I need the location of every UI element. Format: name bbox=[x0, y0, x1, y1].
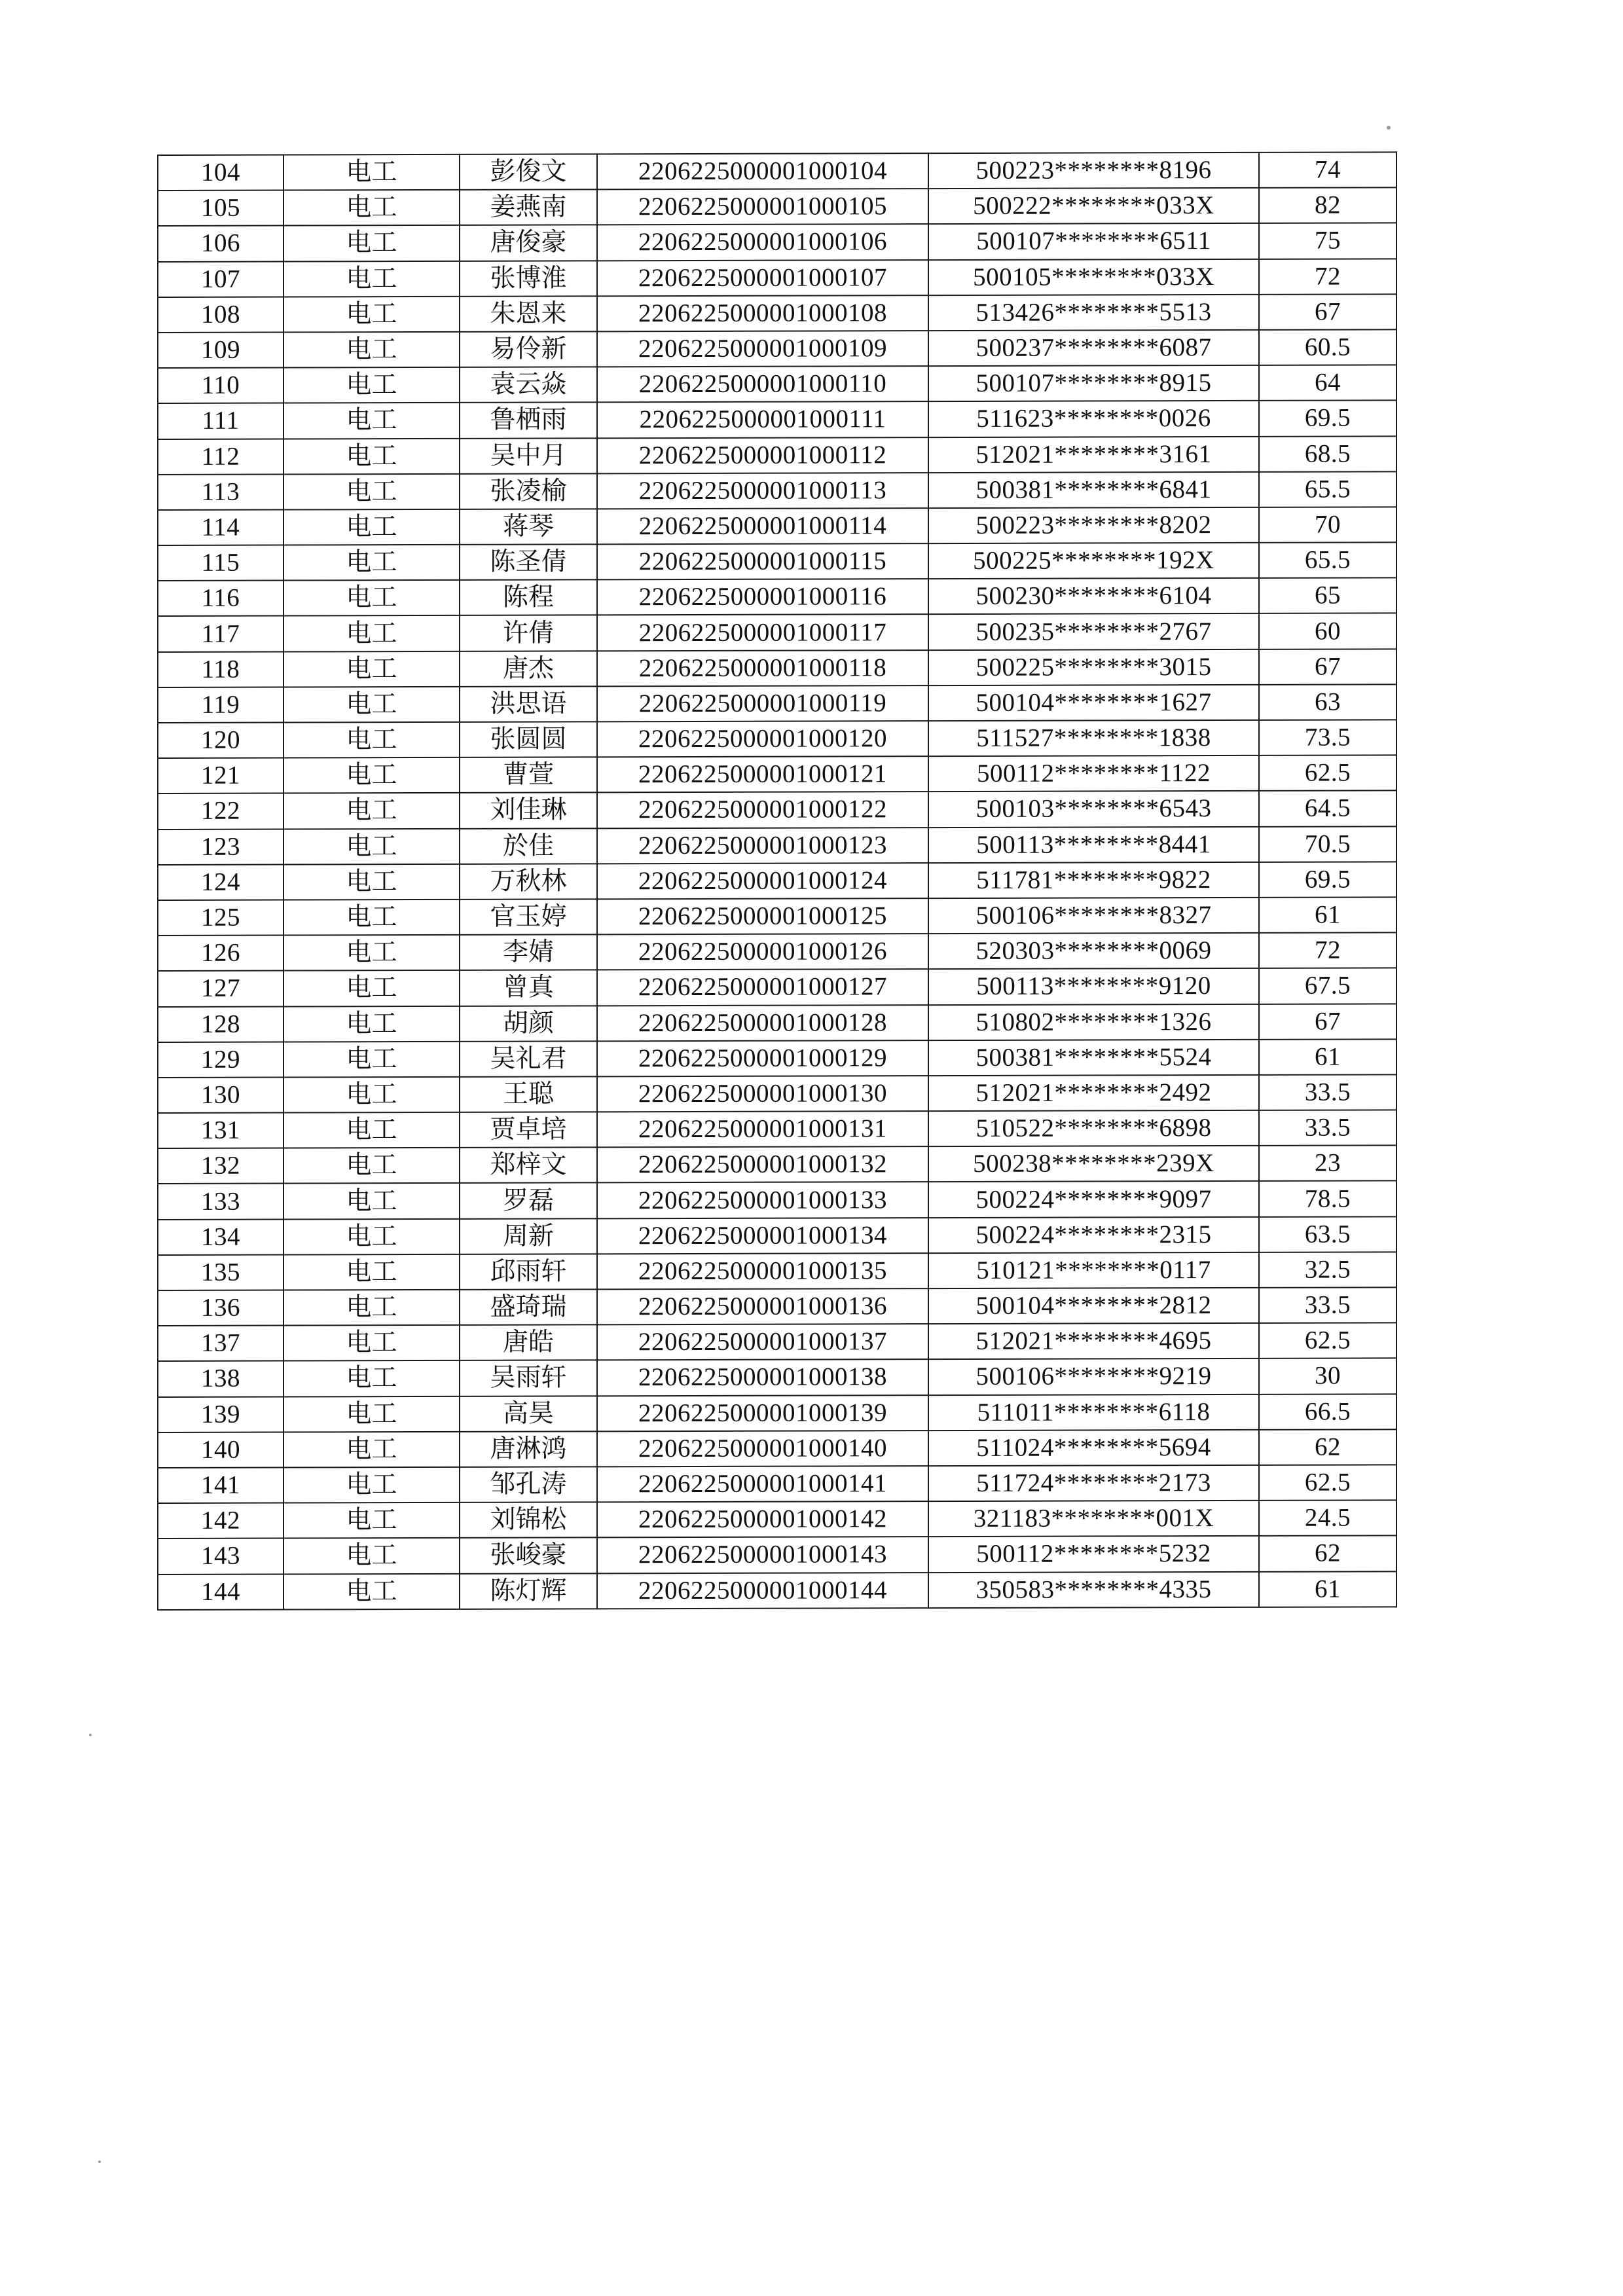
score-cell: 69.5 bbox=[1259, 401, 1396, 437]
serial-number-cell: 112 bbox=[158, 439, 283, 475]
id-number-cell: 500381********5524 bbox=[928, 1040, 1259, 1076]
table-row bbox=[158, 1394, 1396, 1432]
table-row bbox=[158, 1074, 1396, 1113]
score-cell: 62.5 bbox=[1259, 1465, 1396, 1501]
score-cell: 65.5 bbox=[1259, 542, 1396, 578]
score-cell: 75 bbox=[1259, 223, 1396, 259]
table-row bbox=[158, 932, 1396, 971]
id-number-cell: 500113********9120 bbox=[928, 968, 1259, 1004]
score-cell: 70 bbox=[1259, 507, 1396, 543]
serial-number-cell: 127 bbox=[158, 971, 283, 1007]
admission-ticket-cell: 2206225000001000112 bbox=[597, 437, 928, 473]
job-type-cell: 电工 bbox=[283, 1538, 460, 1574]
id-number-cell: 321183********001X bbox=[928, 1501, 1259, 1537]
candidate-name-cell: 盛琦瑞 bbox=[460, 1289, 597, 1325]
admission-ticket-cell: 2206225000001000138 bbox=[597, 1359, 928, 1395]
job-type-cell: 电工 bbox=[283, 1183, 460, 1219]
id-number-cell: 511011********6118 bbox=[928, 1394, 1259, 1430]
serial-number-cell: 142 bbox=[158, 1503, 283, 1539]
job-type-cell: 电工 bbox=[283, 225, 460, 261]
score-cell: 62 bbox=[1259, 1536, 1396, 1572]
job-type-cell: 电工 bbox=[283, 1325, 460, 1361]
id-number-cell: 500107********6511 bbox=[928, 223, 1259, 259]
serial-number-cell: 124 bbox=[158, 864, 283, 900]
id-number-cell: 511623********0026 bbox=[928, 401, 1259, 437]
id-number-cell: 500103********6543 bbox=[928, 791, 1259, 827]
score-cell: 33.5 bbox=[1259, 1287, 1396, 1323]
candidate-name-cell: 鲁栖雨 bbox=[460, 403, 597, 439]
candidate-name-cell: 曹萱 bbox=[460, 757, 597, 793]
admission-ticket-cell: 2206225000001000136 bbox=[597, 1288, 928, 1324]
id-number-cell: 500106********9219 bbox=[928, 1358, 1259, 1394]
serial-number-cell: 122 bbox=[158, 793, 283, 829]
candidate-name-cell: 王聪 bbox=[460, 1076, 597, 1112]
serial-number-cell: 137 bbox=[158, 1326, 283, 1362]
job-type-cell: 电工 bbox=[283, 970, 460, 1006]
job-type-cell: 电工 bbox=[283, 651, 460, 687]
id-number-cell: 512021********4695 bbox=[928, 1323, 1259, 1359]
id-number-cell: 350583********4335 bbox=[928, 1571, 1259, 1607]
job-type-cell: 电工 bbox=[283, 261, 460, 297]
score-cell: 32.5 bbox=[1259, 1252, 1396, 1288]
job-type-cell: 电工 bbox=[283, 580, 460, 616]
id-number-cell: 500235********2767 bbox=[928, 613, 1259, 649]
serial-number-cell: 108 bbox=[158, 297, 283, 333]
candidate-name-cell: 姜燕南 bbox=[460, 190, 597, 226]
score-cell: 64.5 bbox=[1259, 791, 1396, 827]
id-number-cell: 500112********5232 bbox=[928, 1536, 1259, 1572]
candidate-name-cell: 吴雨轩 bbox=[460, 1360, 597, 1396]
job-type-cell: 电工 bbox=[283, 900, 460, 936]
score-cell: 61 bbox=[1259, 897, 1396, 933]
serial-number-cell: 118 bbox=[158, 651, 283, 687]
serial-number-cell: 104 bbox=[158, 155, 283, 191]
table-row bbox=[158, 1500, 1396, 1539]
table-row bbox=[158, 259, 1396, 297]
job-type-cell: 电工 bbox=[283, 1290, 460, 1326]
candidate-name-cell: 彭俊文 bbox=[460, 154, 597, 190]
id-number-cell: 500225********3015 bbox=[928, 649, 1259, 685]
admission-ticket-cell: 2206225000001000127 bbox=[597, 969, 928, 1005]
serial-number-cell: 115 bbox=[158, 545, 283, 581]
score-cell: 69.5 bbox=[1259, 862, 1396, 898]
score-cell: 67.5 bbox=[1259, 968, 1396, 1004]
admission-ticket-cell: 2206225000001000116 bbox=[597, 579, 928, 615]
serial-number-cell: 130 bbox=[158, 1077, 283, 1113]
job-type-cell: 电工 bbox=[283, 864, 460, 900]
candidate-name-cell: 陈灯辉 bbox=[460, 1573, 597, 1609]
job-type-cell: 电工 bbox=[283, 1503, 460, 1539]
id-number-cell: 512021********3161 bbox=[928, 436, 1259, 472]
score-cell: 65 bbox=[1259, 578, 1396, 614]
job-type-cell: 电工 bbox=[283, 935, 460, 971]
serial-number-cell: 105 bbox=[158, 191, 283, 227]
serial-number-cell: 120 bbox=[158, 723, 283, 759]
score-cell: 62.5 bbox=[1259, 1323, 1396, 1359]
serial-number-cell: 114 bbox=[158, 509, 283, 545]
serial-number-cell: 123 bbox=[158, 829, 283, 865]
candidate-name-cell: 易伶新 bbox=[460, 331, 597, 367]
job-type-cell: 电工 bbox=[283, 1396, 460, 1432]
admission-ticket-cell: 2206225000001000126 bbox=[597, 934, 928, 970]
admission-ticket-cell: 2206225000001000128 bbox=[597, 1005, 928, 1041]
admission-ticket-cell: 2206225000001000104 bbox=[597, 153, 928, 189]
table-row bbox=[158, 1110, 1396, 1148]
job-type-cell: 电工 bbox=[283, 1148, 460, 1184]
table-row bbox=[158, 401, 1396, 439]
id-number-cell: 511724********2173 bbox=[928, 1465, 1259, 1501]
job-type-cell: 电工 bbox=[283, 332, 460, 368]
admission-ticket-cell: 2206225000001000110 bbox=[597, 366, 928, 402]
serial-number-cell: 129 bbox=[158, 1042, 283, 1078]
score-cell: 61 bbox=[1259, 1039, 1396, 1075]
score-cell: 67 bbox=[1259, 294, 1396, 330]
score-cell: 78.5 bbox=[1259, 1181, 1396, 1217]
job-type-cell: 电工 bbox=[283, 1112, 460, 1148]
admission-ticket-cell: 2206225000001000113 bbox=[597, 473, 928, 509]
admission-ticket-cell: 2206225000001000118 bbox=[597, 650, 928, 686]
serial-number-cell: 140 bbox=[158, 1432, 283, 1468]
admission-ticket-cell: 2206225000001000119 bbox=[597, 685, 928, 721]
table-row bbox=[158, 1039, 1396, 1078]
table-row bbox=[158, 1287, 1396, 1326]
admission-ticket-cell: 2206225000001000120 bbox=[597, 721, 928, 757]
admission-ticket-cell: 2206225000001000132 bbox=[597, 1146, 928, 1182]
job-type-cell: 电工 bbox=[283, 297, 460, 333]
score-cell: 73.5 bbox=[1259, 720, 1396, 756]
admission-ticket-cell: 2206225000001000134 bbox=[597, 1218, 928, 1254]
admission-ticket-cell: 2206225000001000122 bbox=[597, 792, 928, 828]
job-type-cell: 电工 bbox=[283, 438, 460, 474]
candidate-name-cell: 郑梓文 bbox=[460, 1148, 597, 1184]
serial-number-cell: 141 bbox=[158, 1467, 283, 1503]
job-type-cell: 电工 bbox=[283, 1432, 460, 1468]
table-row bbox=[158, 1216, 1396, 1255]
serial-number-cell: 111 bbox=[158, 403, 283, 439]
serial-number-cell: 125 bbox=[158, 900, 283, 936]
table-row bbox=[158, 684, 1396, 723]
serial-number-cell: 144 bbox=[158, 1574, 283, 1610]
score-cell: 24.5 bbox=[1259, 1500, 1396, 1536]
id-number-cell: 500237********6087 bbox=[928, 330, 1259, 366]
candidate-name-cell: 洪思语 bbox=[460, 686, 597, 722]
admission-ticket-cell: 2206225000001000114 bbox=[597, 508, 928, 544]
serial-number-cell: 132 bbox=[158, 1148, 283, 1184]
job-type-cell: 电工 bbox=[283, 1360, 460, 1396]
table-row bbox=[158, 1181, 1396, 1220]
score-cell: 60.5 bbox=[1259, 329, 1396, 365]
table-row bbox=[158, 329, 1396, 368]
id-number-cell: 500113********8441 bbox=[928, 826, 1259, 862]
candidate-name-cell: 官玉婷 bbox=[460, 899, 597, 935]
table-row bbox=[158, 507, 1396, 545]
score-cell: 74 bbox=[1259, 152, 1396, 188]
id-number-cell: 511024********5694 bbox=[928, 1430, 1259, 1466]
table-row bbox=[158, 826, 1396, 865]
serial-number-cell: 134 bbox=[158, 1219, 283, 1255]
table-row bbox=[158, 471, 1396, 510]
job-type-cell: 电工 bbox=[283, 615, 460, 651]
id-number-cell: 513426********5513 bbox=[928, 295, 1259, 331]
score-cell: 67 bbox=[1259, 649, 1396, 685]
serial-number-cell: 110 bbox=[158, 368, 283, 404]
id-number-cell: 500104********1627 bbox=[928, 685, 1259, 721]
admission-ticket-cell: 2206225000001000144 bbox=[597, 1573, 928, 1609]
table-row bbox=[158, 613, 1396, 652]
admission-ticket-cell: 2206225000001000142 bbox=[597, 1501, 928, 1537]
id-number-cell: 500224********9097 bbox=[928, 1181, 1259, 1217]
job-type-cell: 电工 bbox=[283, 1077, 460, 1113]
serial-number-cell: 109 bbox=[158, 332, 283, 368]
job-type-cell: 电工 bbox=[283, 1006, 460, 1042]
job-type-cell: 电工 bbox=[283, 1218, 460, 1254]
job-type-cell: 电工 bbox=[283, 367, 460, 403]
admission-ticket-cell: 2206225000001000140 bbox=[597, 1430, 928, 1467]
id-number-cell: 510802********1326 bbox=[928, 1004, 1259, 1040]
serial-number-cell: 131 bbox=[158, 1113, 283, 1149]
score-cell: 63 bbox=[1259, 684, 1396, 720]
table-row bbox=[158, 1571, 1396, 1610]
table-row bbox=[158, 152, 1396, 191]
admission-ticket-cell: 2206225000001000139 bbox=[597, 1395, 928, 1431]
table-row bbox=[158, 542, 1396, 581]
candidate-name-cell: 唐淋鸿 bbox=[460, 1431, 597, 1467]
table-row bbox=[158, 1252, 1396, 1290]
id-number-cell: 510522********6898 bbox=[928, 1110, 1259, 1146]
job-type-cell: 电工 bbox=[283, 722, 460, 758]
serial-number-cell: 119 bbox=[158, 687, 283, 723]
job-type-cell: 电工 bbox=[283, 545, 460, 581]
candidate-name-cell: 张凌榆 bbox=[460, 473, 597, 509]
serial-number-cell: 107 bbox=[158, 261, 283, 297]
job-type-cell: 电工 bbox=[283, 474, 460, 510]
table-row bbox=[158, 578, 1396, 617]
table-row bbox=[158, 294, 1396, 333]
id-number-cell: 520303********0069 bbox=[928, 933, 1259, 969]
table-row bbox=[158, 720, 1396, 758]
id-number-cell: 511527********1838 bbox=[928, 720, 1259, 756]
results-table-body bbox=[158, 152, 1396, 1609]
table-row bbox=[158, 1429, 1396, 1468]
table-row bbox=[158, 1323, 1396, 1362]
candidate-name-cell: 於佳 bbox=[460, 828, 597, 864]
table-row bbox=[158, 188, 1396, 227]
serial-number-cell: 117 bbox=[158, 616, 283, 652]
serial-number-cell: 136 bbox=[158, 1290, 283, 1326]
candidate-name-cell: 陈程 bbox=[460, 580, 597, 616]
serial-number-cell: 121 bbox=[158, 758, 283, 794]
score-cell: 82 bbox=[1259, 188, 1396, 224]
candidate-name-cell: 李婧 bbox=[460, 934, 597, 970]
admission-ticket-cell: 2206225000001000117 bbox=[597, 615, 928, 651]
candidate-name-cell: 袁云焱 bbox=[460, 367, 597, 403]
score-cell: 67 bbox=[1259, 1004, 1396, 1040]
job-type-cell: 电工 bbox=[283, 155, 460, 191]
serial-number-cell: 138 bbox=[158, 1361, 283, 1397]
id-number-cell: 500223********8196 bbox=[928, 153, 1259, 189]
score-cell: 30 bbox=[1259, 1358, 1396, 1394]
admission-ticket-cell: 2206225000001000121 bbox=[597, 756, 928, 792]
admission-ticket-cell: 2206225000001000131 bbox=[597, 1111, 928, 1147]
id-number-cell: 500238********239X bbox=[928, 1146, 1259, 1182]
job-type-cell: 电工 bbox=[283, 1254, 460, 1290]
serial-number-cell: 106 bbox=[158, 226, 283, 262]
candidate-name-cell: 蒋琴 bbox=[460, 509, 597, 545]
id-number-cell: 511781********9822 bbox=[928, 862, 1259, 898]
serial-number-cell: 128 bbox=[158, 1006, 283, 1042]
job-type-cell: 电工 bbox=[283, 757, 460, 793]
table-row bbox=[158, 791, 1396, 829]
candidate-name-cell: 唐俊豪 bbox=[460, 225, 597, 261]
id-number-cell: 500224********2315 bbox=[928, 1217, 1259, 1253]
job-type-cell: 电工 bbox=[283, 1573, 460, 1609]
scan-speck bbox=[98, 2160, 101, 2163]
score-cell: 62 bbox=[1259, 1429, 1396, 1465]
serial-number-cell: 116 bbox=[158, 581, 283, 617]
admission-ticket-cell: 2206225000001000133 bbox=[597, 1182, 928, 1218]
score-cell: 66.5 bbox=[1259, 1394, 1396, 1430]
candidate-name-cell: 朱恩来 bbox=[460, 296, 597, 332]
admission-ticket-cell: 2206225000001000109 bbox=[597, 331, 928, 367]
candidate-name-cell: 吴中月 bbox=[460, 438, 597, 474]
admission-ticket-cell: 2206225000001000137 bbox=[597, 1324, 928, 1360]
job-type-cell: 电工 bbox=[283, 793, 460, 829]
candidate-name-cell: 邹孔涛 bbox=[460, 1467, 597, 1503]
table-row bbox=[158, 1004, 1396, 1042]
serial-number-cell: 143 bbox=[158, 1539, 283, 1575]
score-cell: 64 bbox=[1259, 365, 1396, 401]
score-cell: 61 bbox=[1259, 1571, 1396, 1607]
table-row bbox=[158, 1465, 1396, 1503]
job-type-cell: 电工 bbox=[283, 828, 460, 864]
admission-ticket-cell: 2206225000001000143 bbox=[597, 1537, 928, 1573]
job-type-cell: 电工 bbox=[283, 1042, 460, 1078]
serial-number-cell: 126 bbox=[158, 936, 283, 972]
serial-number-cell: 113 bbox=[158, 474, 283, 510]
id-number-cell: 500225********192X bbox=[928, 543, 1259, 579]
candidate-name-cell: 唐皓 bbox=[460, 1325, 597, 1361]
score-cell: 33.5 bbox=[1259, 1110, 1396, 1146]
id-number-cell: 500107********8915 bbox=[928, 365, 1259, 401]
id-number-cell: 500230********6104 bbox=[928, 578, 1259, 614]
admission-ticket-cell: 2206225000001000123 bbox=[597, 828, 928, 864]
serial-number-cell: 135 bbox=[158, 1254, 283, 1290]
candidate-name-cell: 曾真 bbox=[460, 970, 597, 1006]
table-row bbox=[158, 756, 1396, 794]
table-row bbox=[158, 1358, 1396, 1397]
score-cell: 33.5 bbox=[1259, 1074, 1396, 1110]
admission-ticket-cell: 2206225000001000130 bbox=[597, 1076, 928, 1112]
candidate-name-cell: 唐杰 bbox=[460, 651, 597, 687]
admission-ticket-cell: 2206225000001000107 bbox=[597, 260, 928, 296]
candidate-name-cell: 吴礼君 bbox=[460, 1041, 597, 1077]
candidate-name-cell: 刘佳琳 bbox=[460, 793, 597, 829]
candidate-name-cell: 邱雨轩 bbox=[460, 1254, 597, 1290]
exam-results-table bbox=[157, 151, 1397, 1610]
job-type-cell: 电工 bbox=[283, 190, 460, 226]
admission-ticket-cell: 2206225000001000124 bbox=[597, 863, 928, 899]
table-row bbox=[158, 1146, 1396, 1184]
admission-ticket-cell: 2206225000001000111 bbox=[597, 401, 928, 437]
table-row bbox=[158, 436, 1396, 475]
candidate-name-cell: 周新 bbox=[460, 1218, 597, 1254]
candidate-name-cell: 刘锦松 bbox=[460, 1502, 597, 1538]
candidate-name-cell: 万秋林 bbox=[460, 864, 597, 900]
score-cell: 72 bbox=[1259, 932, 1396, 968]
candidate-name-cell: 罗磊 bbox=[460, 1183, 597, 1219]
id-number-cell: 500381********6841 bbox=[928, 472, 1259, 508]
job-type-cell: 电工 bbox=[283, 1467, 460, 1503]
candidate-name-cell: 张博淮 bbox=[460, 261, 597, 297]
score-cell: 60 bbox=[1259, 613, 1396, 649]
id-number-cell: 500112********1122 bbox=[928, 756, 1259, 792]
admission-ticket-cell: 2206225000001000129 bbox=[597, 1040, 928, 1076]
job-type-cell: 电工 bbox=[283, 687, 460, 723]
candidate-name-cell: 张圆圆 bbox=[460, 721, 597, 757]
score-cell: 23 bbox=[1259, 1146, 1396, 1182]
table-row bbox=[158, 223, 1396, 262]
table-row bbox=[158, 1536, 1396, 1575]
id-number-cell: 500222********033X bbox=[928, 188, 1259, 224]
candidate-name-cell: 陈圣倩 bbox=[460, 544, 597, 580]
admission-ticket-cell: 2206225000001000105 bbox=[597, 189, 928, 225]
id-number-cell: 500106********8327 bbox=[928, 898, 1259, 934]
candidate-name-cell: 张峻豪 bbox=[460, 1538, 597, 1574]
id-number-cell: 500223********8202 bbox=[928, 507, 1259, 543]
scan-speck bbox=[1387, 126, 1391, 130]
admission-ticket-cell: 2206225000001000141 bbox=[597, 1466, 928, 1502]
id-number-cell: 510121********0117 bbox=[928, 1252, 1259, 1288]
id-number-cell: 512021********2492 bbox=[928, 1075, 1259, 1111]
admission-ticket-cell: 2206225000001000125 bbox=[597, 898, 928, 934]
score-cell: 62.5 bbox=[1259, 756, 1396, 792]
candidate-name-cell: 高昊 bbox=[460, 1396, 597, 1432]
candidate-name-cell: 许倩 bbox=[460, 615, 597, 651]
table-row bbox=[158, 365, 1396, 403]
candidate-name-cell: 贾卓培 bbox=[460, 1112, 597, 1148]
score-cell: 72 bbox=[1259, 259, 1396, 295]
admission-ticket-cell: 2206225000001000135 bbox=[597, 1253, 928, 1289]
score-cell: 68.5 bbox=[1259, 436, 1396, 472]
score-cell: 63.5 bbox=[1259, 1216, 1396, 1252]
table-row bbox=[158, 897, 1396, 936]
admission-ticket-cell: 2206225000001000108 bbox=[597, 295, 928, 331]
table-row bbox=[158, 649, 1396, 687]
score-cell: 70.5 bbox=[1259, 826, 1396, 862]
admission-ticket-cell: 2206225000001000115 bbox=[597, 543, 928, 579]
scan-speck bbox=[89, 1734, 92, 1736]
id-number-cell: 500105********033X bbox=[928, 259, 1259, 295]
score-cell: 65.5 bbox=[1259, 471, 1396, 507]
job-type-cell: 电工 bbox=[283, 403, 460, 439]
id-number-cell: 500104********2812 bbox=[928, 1288, 1259, 1324]
table-row bbox=[158, 968, 1396, 1007]
table-row bbox=[158, 862, 1396, 900]
serial-number-cell: 139 bbox=[158, 1396, 283, 1432]
admission-ticket-cell: 2206225000001000106 bbox=[597, 224, 928, 260]
job-type-cell: 电工 bbox=[283, 509, 460, 545]
serial-number-cell: 133 bbox=[158, 1184, 283, 1220]
candidate-name-cell: 胡颜 bbox=[460, 1006, 597, 1042]
